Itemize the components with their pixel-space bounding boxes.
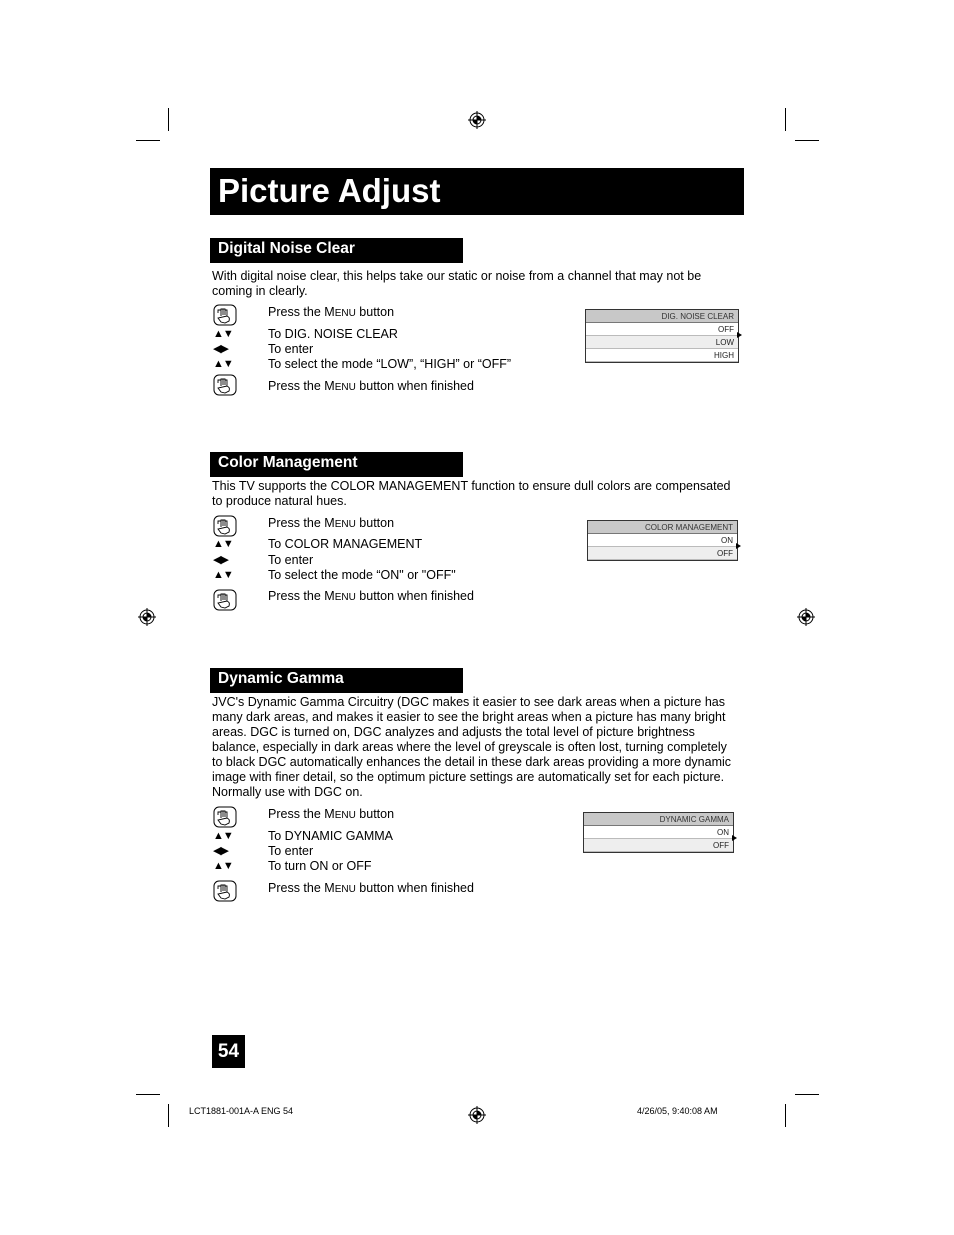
- section-intro: JVC's Dynamic Gamma Circuitry (DGC makes it easier to see dark areas when a picture has many dark areas, and makes it easier to see the bright areas when a picture has many bright areas. DGC is turned on, DGC analyzes and adjusts the total level of picture brightness balance, especially in dark areas where the level of greyscale is often lost, turning completely to black DGC automatically enhances the detail in these dark areas providing a more dynamic image with finer detail, so the optimum picture settings are automatically set for each picture. Normally use with DGC on.: [212, 695, 732, 799]
- section-heading-bar: [210, 452, 463, 477]
- page-number: 54: [212, 1035, 245, 1068]
- crop-mark: [785, 108, 786, 131]
- section-heading: Dynamic Gamma: [218, 670, 344, 687]
- osd-menu-dynamic-gamma: [583, 812, 734, 853]
- osd-menu-option: ON: [584, 826, 733, 839]
- registration-mark-icon: [138, 608, 156, 626]
- step-select-mode: To select the mode “LOW”, “HIGH” or “OFF”: [268, 357, 512, 371]
- step-press-menu: Press the MENU button: [268, 305, 395, 319]
- up-down-arrow-icon: ▲▼: [213, 860, 233, 872]
- step-select-item: To COLOR MANAGEMENT: [268, 537, 423, 551]
- osd-menu-dig-noise-clear: [585, 309, 739, 363]
- osd-menu-header: DIG. NOISE CLEAR: [586, 310, 738, 323]
- page-title-bar: [210, 168, 744, 215]
- crop-mark: [136, 140, 160, 141]
- up-down-arrow-icon: ▲▼: [213, 328, 233, 340]
- step-enter: To enter: [268, 342, 314, 356]
- up-down-arrow-icon: ▲▼: [213, 569, 233, 581]
- osd-menu-option: OFF: [588, 547, 737, 560]
- section-heading-bar: [210, 238, 463, 263]
- crop-mark: [795, 140, 819, 141]
- osd-menu-header: COLOR MANAGEMENT: [588, 521, 737, 534]
- step-press-menu: Press the MENU button: [268, 516, 395, 530]
- crop-mark: [795, 1094, 819, 1095]
- cursor-icon: [732, 835, 737, 841]
- osd-menu-option: ON: [588, 534, 737, 547]
- osd-menu-color-management: [587, 520, 738, 561]
- step-select-item: To DYNAMIC GAMMA: [268, 829, 394, 843]
- step-enter: To enter: [268, 553, 314, 567]
- osd-menu-option: OFF: [586, 323, 738, 336]
- cursor-icon: [737, 332, 742, 338]
- up-down-arrow-icon: ▲▼: [213, 358, 233, 370]
- section-heading-bar: [210, 668, 463, 693]
- hand-press-icon: [213, 589, 237, 611]
- section-heading: Color Management: [218, 454, 358, 471]
- registration-mark-icon: [797, 608, 815, 626]
- step-select-mode: To turn ON or OFF: [268, 859, 372, 873]
- left-right-arrow-icon: ◀▶: [213, 343, 228, 355]
- step-press-menu: Press the MENU button: [268, 807, 395, 821]
- osd-menu-option: LOW: [586, 336, 738, 349]
- step-select-mode: To select the mode “ON" or "OFF": [268, 568, 456, 582]
- hand-press-icon: [213, 515, 237, 537]
- osd-menu-option: HIGH: [586, 349, 738, 362]
- section-intro: This TV supports the COLOR MANAGEMENT function to ensure dull colors are compensated to produce natural hues.: [212, 479, 731, 508]
- hand-press-icon: [213, 374, 237, 396]
- registration-mark-icon: [468, 111, 486, 129]
- page-title: Picture Adjust: [218, 172, 441, 209]
- crop-mark: [785, 1104, 786, 1127]
- step-press-menu-finished: Press the MENU button when finished: [268, 379, 474, 393]
- hand-press-icon: [213, 880, 237, 902]
- cursor-icon: [736, 543, 741, 549]
- left-right-arrow-icon: ◀▶: [213, 554, 228, 566]
- section-heading: Digital Noise Clear: [218, 240, 355, 257]
- up-down-arrow-icon: ▲▼: [213, 538, 233, 550]
- hand-press-icon: [213, 304, 237, 326]
- osd-menu-option: OFF: [584, 839, 733, 852]
- section-intro: With digital noise clear, this helps take our static or noise from a channel that may not be coming in clearly.: [212, 269, 702, 298]
- crop-mark: [168, 1104, 169, 1127]
- step-select-item: To DIG. NOISE CLEAR: [268, 327, 398, 341]
- hand-press-icon: [213, 806, 237, 828]
- crop-mark: [168, 108, 169, 131]
- left-right-arrow-icon: ◀▶: [213, 845, 228, 857]
- up-down-arrow-icon: ▲▼: [213, 830, 233, 842]
- step-press-menu-finished: Press the MENU button when finished: [268, 881, 474, 895]
- osd-menu-header: DYNAMIC GAMMA: [584, 813, 733, 826]
- footer-timestamp: 4/26/05, 9:40:08 AM: [637, 1106, 718, 1116]
- footer-job-id: LCT1881-001A-A ENG 54: [189, 1106, 294, 1116]
- step-press-menu-finished: Press the MENU button when finished: [268, 589, 474, 603]
- step-enter: To enter: [268, 844, 314, 858]
- crop-mark: [136, 1094, 160, 1095]
- registration-mark-icon: [468, 1106, 486, 1124]
